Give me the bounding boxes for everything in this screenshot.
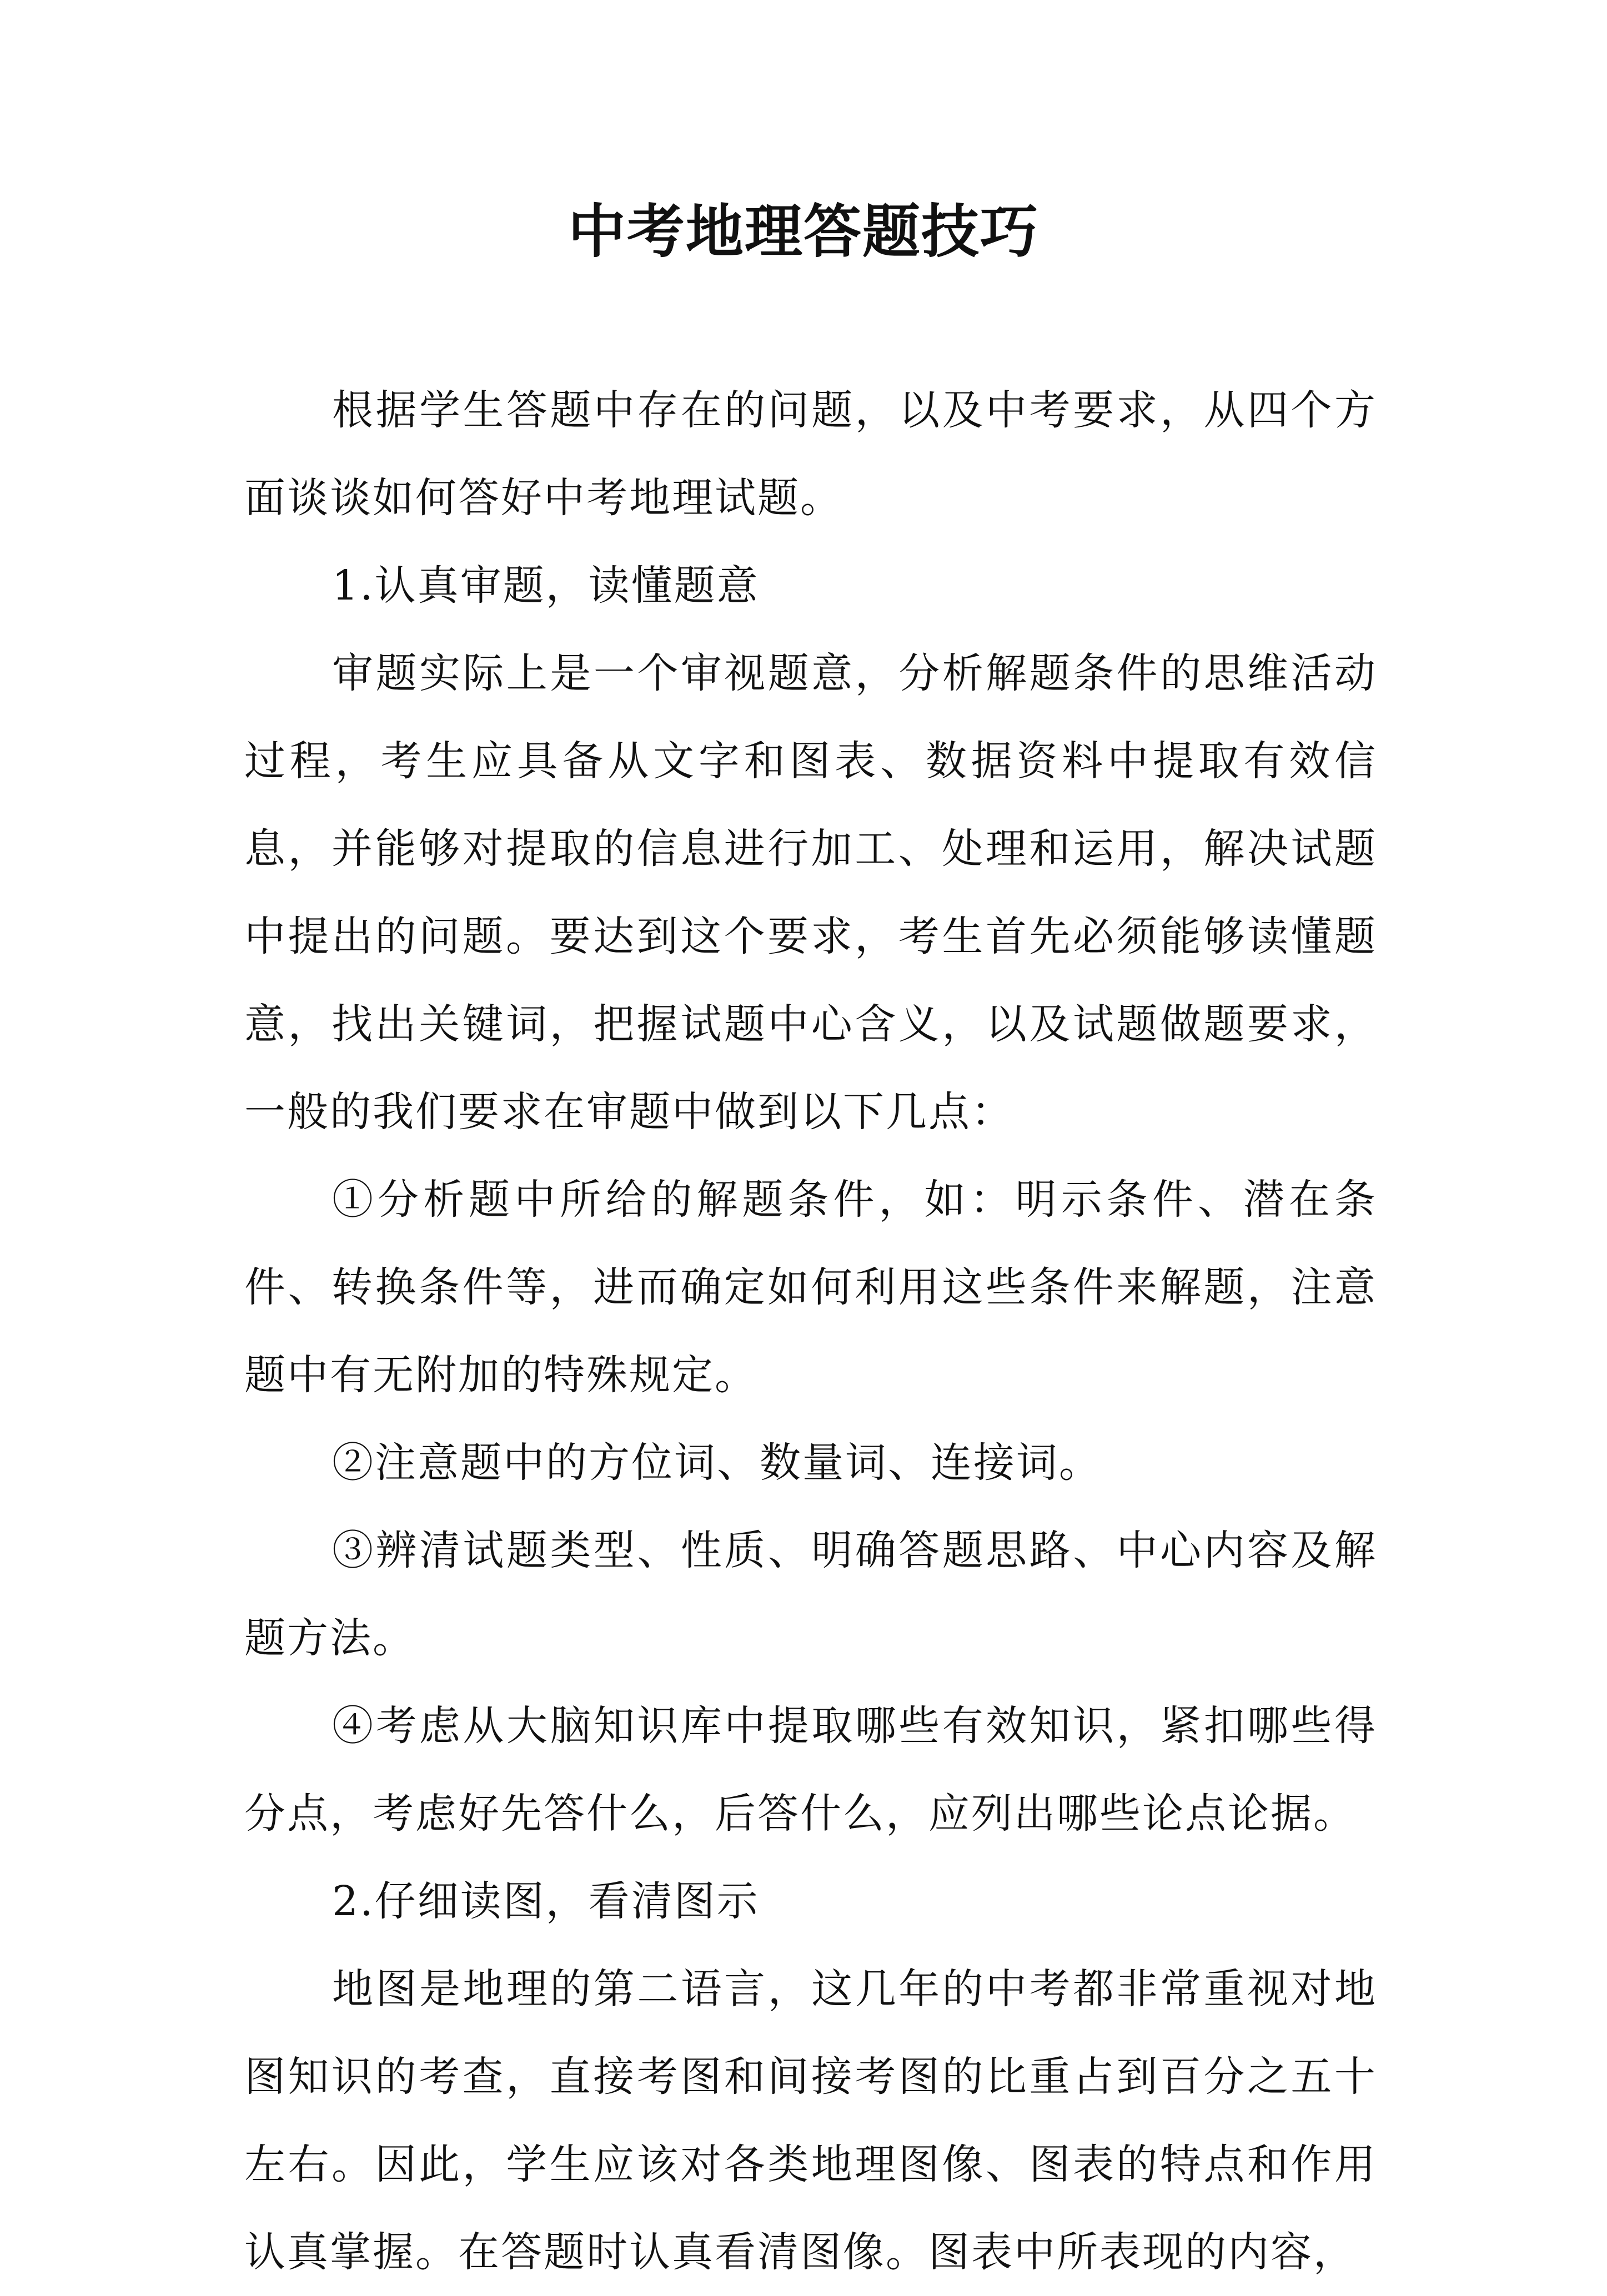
paragraph-intro: 根据学生答题中存在的问题，以及中考要求，从四个方面谈谈如何答好中考地理试题。: [244, 386, 1377, 522]
document-body: [244, 366, 1377, 2296]
list-item-1: ①分析题中所给的解题条件，如：明示条件、潜在条件、转换条件等，进而确定如何利用这些条件来解题，注意题中有无附加的特殊规定。: [244, 1176, 1377, 1399]
list-item-3: ③辨清试题类型、性质、明确答题思路、中心内容及解题方法。: [244, 1527, 1377, 1662]
document-title: 中考地理答题技巧: [568, 197, 1039, 265]
list-item-2: ②注意题中的方位词、数量词、连接词。: [332, 1439, 1102, 1487]
section-heading-1: 1.认真审题，读懂题意: [332, 562, 760, 610]
list-item-4: ④考虑从大脑知识库中提取哪些有效知识，紧扣哪些得分点，考虑好先答什么，后答什么，应列出哪些论点论据。: [244, 1702, 1377, 1837]
section-heading-2: 2.仔细读图，看清图示: [332, 1877, 760, 1925]
paragraph-map-reading: 地图是地理的第二语言，这几年的中考都非常重视对地图知识的考查，直接考图和间接考图的比重占到百分之五十左右。因此，学生应该对各类地理图像、图表的特点和作用认真掌握。在答题时认真看清图像。图表中所表现的内容，: [244, 1965, 1377, 2276]
paragraph-review-question: 审题实际上是一个审视题意，分析解题条件的思维活动过程，考生应具备从文字和图表、数据资料中提取有效信息，并能够对提取的信息进行加工、处理和运用，解决试题中提出的问题。要达到这个要求，考生首先必须能够读懂题意，找出关键词，把握试题中心含义，以及试题做题要求，一般的我们要求在审题中做到以下几点：: [244, 649, 1377, 1136]
